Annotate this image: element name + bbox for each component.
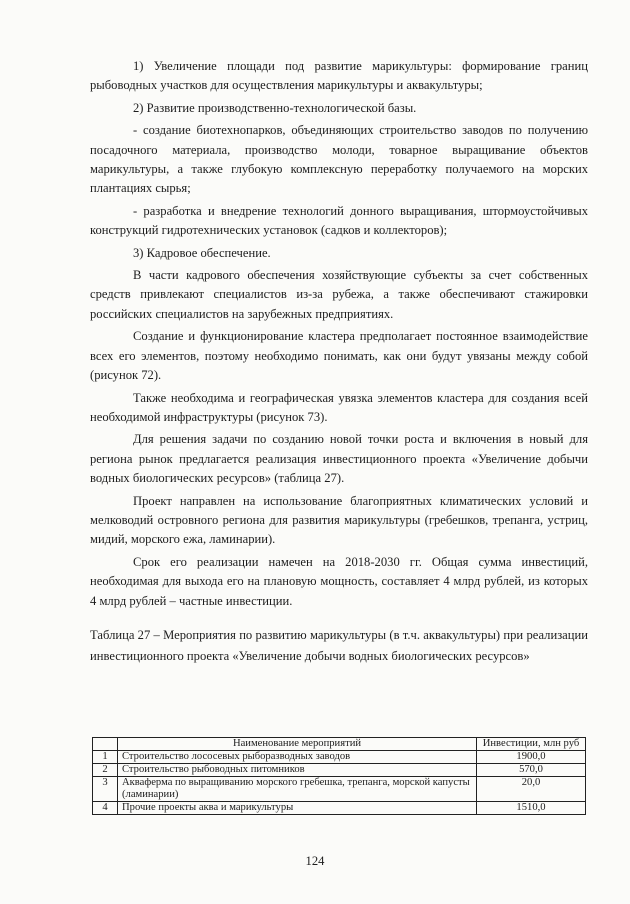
paragraph: В части кадрового обеспечения хозяйствующие субъекты за счет собственных средств привлекают специалистов из-за рубежа, а также обеспечивают стажировки российских специалистов на зарубежных предприятиях. [90, 268, 588, 321]
row-number: 3 [93, 777, 118, 802]
table-row [93, 764, 586, 777]
paragraph: 3) Кадровое обеспечение. [133, 245, 271, 260]
row-name: Строительство лососевых рыборазводных заводов [118, 751, 477, 764]
paragraph: Также необходима и географическая увязка элементов кластера для создания всей необходимой инфраструктуры (рисунок 73). [90, 390, 588, 424]
column-header-name: Наименование мероприятий [118, 738, 477, 751]
table-row [93, 802, 586, 815]
row-name: Прочие проекты аква и марикультуры [118, 802, 477, 815]
paragraph: Срок его реализации намечен на 2018-2030 гг. Общая сумма инвестиций, необходимая для выхода его на плановую мощность, составляет 4 млрд рублей, из которых 4 млрд рублей – частные инвестиции. [90, 554, 588, 608]
row-investment: 1510,0 [477, 802, 586, 815]
row-investment: 20,0 [477, 777, 586, 802]
row-number: 2 [93, 764, 118, 777]
paragraph: Для решения задачи по созданию новой точки роста и включения в новый для региона рынок предлагается реализация инвестиционного проекта «Увеличение добычи водных биологических ресурсов» (таблица 27). [90, 432, 588, 486]
column-header-investment: Инвестиции, млн руб [477, 738, 586, 751]
paragraph: Проект направлен на использование благоприятных климатических условий и мелководий островного региона для развития марикультуры (гребешков, трепанга, устриц, мидий, морского ежа, ламинарии). [90, 493, 588, 547]
column-header-number [93, 738, 118, 751]
table-caption: Таблица 27 – Мероприятия по развитию марикультуры (в т.ч. аквакультуры) при реализации инвестиционного проекта «Увеличение добычи водных биологических ресурсов» [90, 627, 588, 663]
table-row [93, 777, 586, 802]
investment-table [92, 737, 586, 815]
table-header-row [93, 738, 586, 751]
row-number: 4 [93, 802, 118, 815]
row-investment: 570,0 [477, 764, 586, 777]
row-investment: 1900,0 [477, 751, 586, 764]
paragraph: - создание биотехнопарков, объединяющих строительство заводов по получению посадочного материала, производство молоди, товарное выращивание объектов марикультуры, а также глубокую комплексную переработку получаемого на морских плантациях сырья; [90, 123, 588, 196]
paragraph: 2) Развитие производственно-технологической базы. [133, 100, 417, 115]
paragraph: - разработка и внедрение технологий донного выращивания, штормоустойчивых конструкций гидротехнических установок (садков и коллекторов); [90, 203, 588, 238]
paragraph: 1) Увеличение площади под развитие марикультуры: формирование границ рыбоводных участков для осуществления марикультуры и аквакультуры; [90, 59, 588, 93]
page-number: 124 [305, 854, 325, 868]
paragraph: Создание и функционирование кластера предполагает постоянное взаимодействие всех его элементов, поэтому необходимо понимать, как они будут увязаны между собой (рисунок 72). [90, 329, 588, 383]
body-text [90, 57, 588, 670]
row-name: Строительство рыбоводных питомников [118, 764, 477, 777]
table-row [93, 751, 586, 764]
row-name: Акваферма по выращиванию морского гребешка, трепанга, морской капусты (ламинарии) [118, 777, 477, 802]
row-number: 1 [93, 751, 118, 764]
